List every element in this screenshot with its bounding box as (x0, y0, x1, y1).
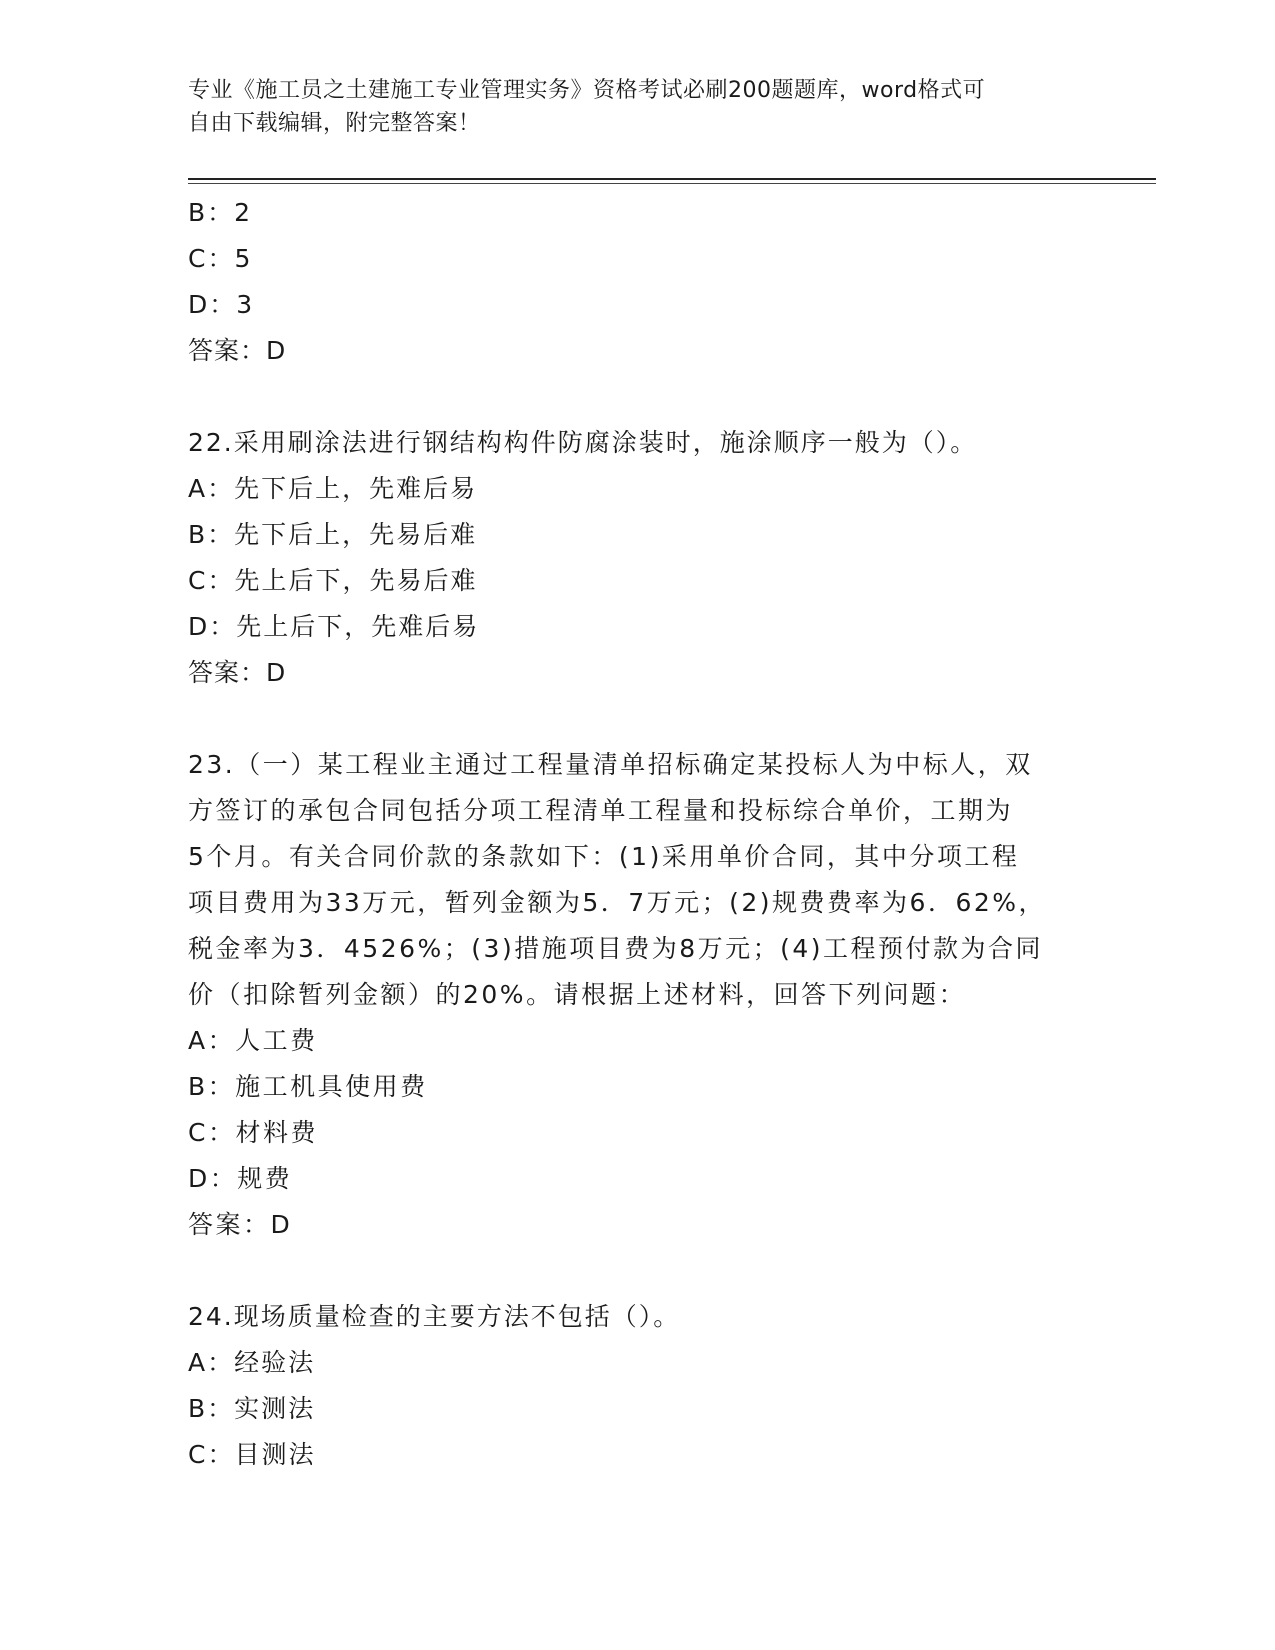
option-c: C：5 (188, 244, 253, 273)
question-stem-line: 方签订的承包合同包括分项工程清单工程量和投标综合单价，工期为 (188, 796, 1014, 825)
question-list (188, 190, 1088, 1478)
question-22 (188, 420, 1088, 696)
question-24 (188, 1294, 1088, 1478)
spacer (188, 1248, 1088, 1294)
option-d: D：规费 (188, 1164, 293, 1193)
option-b: B：施工机具使用费 (188, 1072, 428, 1101)
option-d: D：3 (188, 290, 255, 319)
document-header (188, 74, 1068, 140)
option-b: B：实测法 (188, 1394, 316, 1423)
option-a: A：先下后上，先难后易 (188, 474, 478, 503)
question-stem: 22.采用刷涂法进行钢结构构件防腐涂装时，施涂顺序一般为（）。 (188, 428, 978, 457)
spacer (188, 374, 1088, 420)
spacer (188, 696, 1088, 742)
question-stem: 24.现场质量检查的主要方法不包括（）。 (188, 1302, 681, 1331)
answer-line: 答案：D (188, 1210, 293, 1239)
header-title-line-2: 自由下载编辑，附完整答案！ (188, 111, 481, 136)
answer-line: 答案：D (188, 336, 287, 365)
option-c: C：先上后下，先易后难 (188, 566, 478, 595)
header-divider-thick (188, 178, 1156, 180)
option-c: C：目测法 (188, 1440, 316, 1469)
answer-line: 答案：D (188, 658, 287, 687)
question-stem-line: 23.（一）某工程业主通过工程量清单招标确定某投标人为中标人，双 (188, 750, 1033, 779)
question-stem-line: 5个月。有关合同价款的条款如下：(1)采用单价合同，其中分项工程 (188, 842, 1020, 871)
option-a: A：人工费 (188, 1026, 318, 1055)
option-c: C：材料费 (188, 1118, 318, 1147)
question-stem-line: 项目费用为33万元，暂列金额为5．7万元；(2)规费费率为6．62%， (188, 888, 1047, 917)
option-d: D：先上后下，先难后易 (188, 612, 480, 641)
question-21-tail (188, 190, 1088, 374)
question-stem-line: 价（扣除暂列金额）的20%。请根据上述材料，回答下列问题： (188, 980, 967, 1009)
question-stem-line: 税金率为3．4526%；(3)措施项目费为8万元；(4)工程预付款为合同 (188, 934, 1044, 963)
option-b: B：2 (188, 198, 253, 227)
header-title-line-1: 专业《施工员之土建施工专业管理实务》资格考试必刷200题题库，word格式可 (188, 78, 986, 103)
question-23 (188, 742, 1088, 1248)
option-b: B：先下后上，先易后难 (188, 520, 478, 549)
header-divider-thin (188, 183, 1156, 184)
option-a: A：经验法 (188, 1348, 316, 1377)
